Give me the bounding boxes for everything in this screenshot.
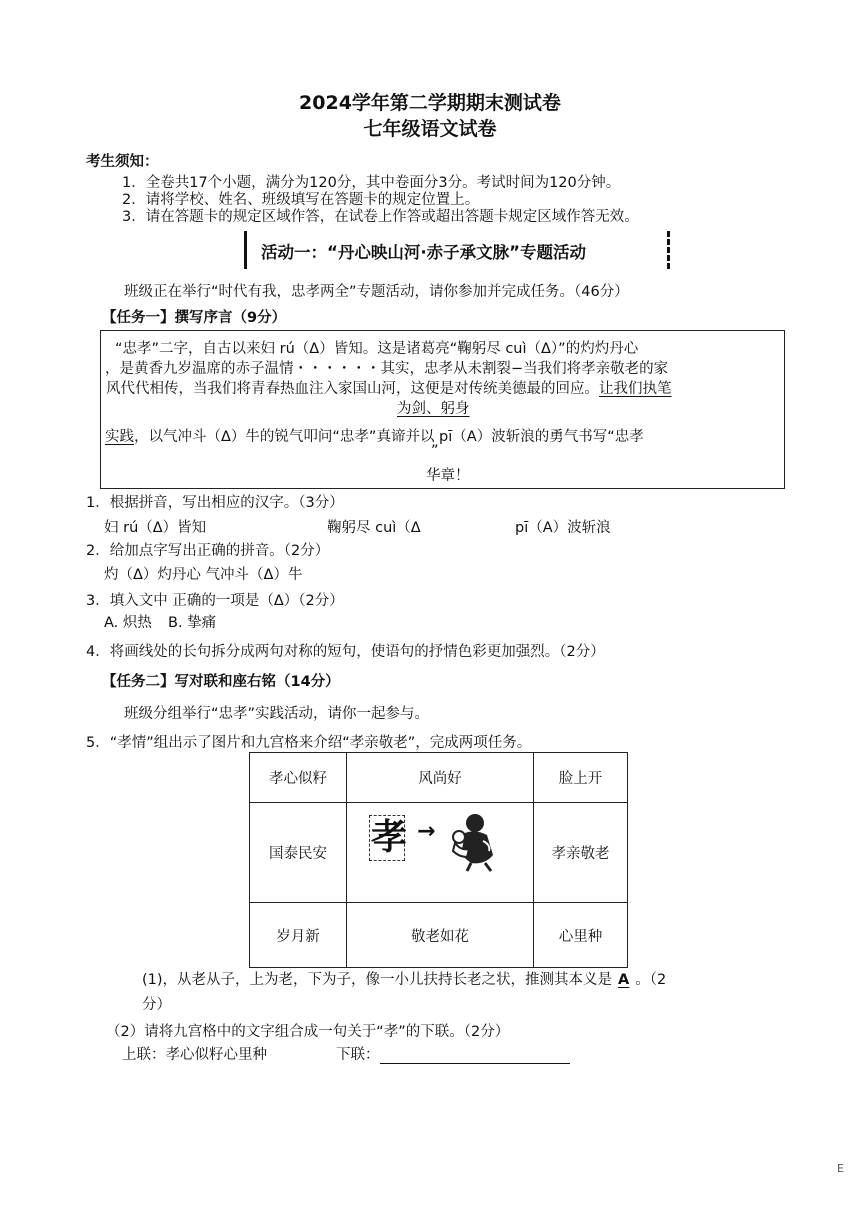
sub-question-1-line-2: 分） [142,997,171,1013]
exam-title: 2024学年第二学期期末测试卷 [299,92,561,114]
lower-couplet-answer-line[interactable] [380,1047,570,1064]
question-1-item-c: pī（A）波斩浪 [515,520,611,536]
lower-couplet: 下联： [336,1043,570,1064]
sub-question-2: （2）请将九宫格中的文字组合成一句关于“孝”的下联。（2分） [106,1024,510,1040]
notice-item-1: 1．全卷共17个小题，满分为120分，其中卷面分3分。考试时间为120分钟。 [122,175,621,191]
question-3-option-b: B. 挚痛 [168,615,217,631]
grid-cell: 国泰民安 [250,803,347,903]
question-5: 5．“孝情”组出示了图片和九宫格来介绍“孝亲敬老”，完成两项任务。 [86,735,532,751]
grid-center-image-cell [346,803,533,903]
question-3-option-a: A. 炽热 [104,615,152,631]
notice-heading: 考生须知： [86,154,159,170]
exam-subtitle: 七年级语文试卷 [363,118,497,140]
upper-couplet: 上联：孝心似籽心里种 [122,1047,267,1063]
question-1-item-a: 妇 rú（Δ）皆知 [104,520,207,536]
task2-heading: 【任务二】写对联和座右铭（14分） [102,674,340,690]
grid-cell: 孝心似籽 [250,753,347,803]
passage-line-6: ” [431,443,439,459]
question-1-item-b: 鞠躬尽 cuì（Δ [327,520,421,536]
question-4: 4．将画线处的长句拆分成两句对称的短句，使语句的抒情色彩更加强烈。（2分） [86,644,605,660]
activity-title: 活动一：“丹心映山河·赤子承文脉”专题活动 [261,243,586,262]
question-2-items: 灼（Δ）灼丹心 气冲斗（Δ）牛 [104,567,303,583]
notice-item-2: 2．请将学校、姓名、班级填写在答题卡的规定位置上。 [122,192,480,208]
passage-line-7: 华章！ [426,468,470,484]
elder-carrying-child-icon [445,811,505,873]
activity-intro: 班级正在举行“时代有我，忠孝两全”专题活动，请你参加并完成任务。（46分） [124,284,629,300]
arrow-right-icon: → [416,819,436,844]
passage-line-1: “忠孝”二字，自古以来妇 rú（Δ）皆知。这是诸葛亮“鞠躬尽 cuì（Δ）”的灼灼丹心 [115,341,639,357]
grid-cell: 心里种 [533,903,627,968]
grid-cell: 孝亲敬老 [533,803,627,903]
question-1: 1．根据拼音，写出相应的汉字。（3分） [86,495,344,511]
question-3: 3．填入文中 正确的一项是（Δ）（2分） [86,593,344,609]
passage-line-4: 为剑、躬身 [397,401,470,417]
question-2: 2．给加点字写出正确的拼音。（2分） [86,543,330,559]
grid-cell: 风尚好 [346,753,533,803]
underlined-sentence-part-1: 让我们执笔 [599,381,672,397]
corner-mark: E [837,1162,844,1175]
sub-question-1-line-1: (1)，从老从子，上为老，下为子，像一小儿扶持长老之状，推测其本义是 A 。（2 [142,972,667,988]
passage-line-3: 风代代相传，当我们将青春热血注入家国山河，这便是对传统美德最的回应。让我们执笔 [106,381,672,397]
underlined-sentence-part-2: 实践 [105,429,134,445]
passage-box [100,330,785,489]
passage-line-2: ，是黄香九岁温席的赤子温情・・・・・・其实，忠孝从未割裂−当我们将孝亲敬老的家 [105,361,669,377]
task1-heading: 【任务一】撰写序言（9分） [102,310,287,326]
grid-cell: 脸上开 [533,753,627,803]
sub-question-1-answer: A [618,972,630,988]
grid-cell: 敬老如花 [346,903,533,968]
notice-item-3: 3．请在答题卡的规定区域作答，在试卷上作答或超出答题卡规定区域作答无效。 [122,209,639,225]
nine-square-grid [249,752,628,968]
passage-line-5: 实践，以气冲斗（Δ）牛的锐气叩问“忠孝”真谛并以 pī（A）波斩浪的勇气书写“忠孝 [105,429,644,445]
grid-cell: 岁月新 [250,903,347,968]
task2-intro: 班级分组举行“忠孝”实践活动，请你一起参与。 [124,706,430,722]
activity-title-box [244,231,670,269]
xiao-seal-glyph: 孝 [370,816,407,858]
